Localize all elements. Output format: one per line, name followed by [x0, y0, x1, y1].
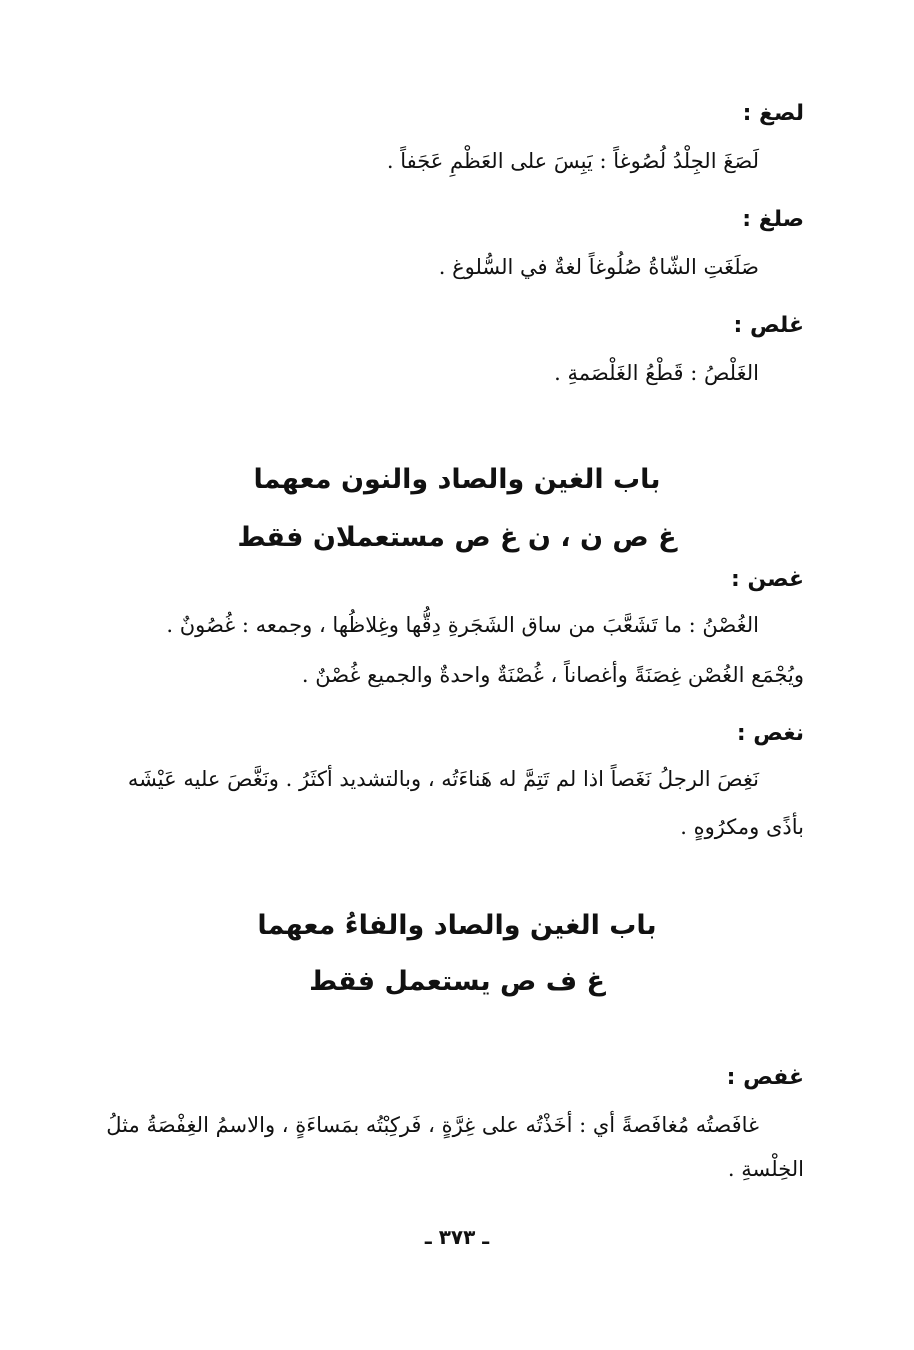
chapter-subtitle: غ ص ن ، ن غ ص مستعملان فقط	[237, 522, 677, 553]
entry-line: غافَصتُه مُغافَصةً أي : أخَذْتُه على غِرَّةٍ ، فَركِبْتُه بمَساءَةٍ ، والاسمُ الغِفْصَةُ مثلُ	[106, 1113, 759, 1137]
entry-line: الخِلْسةِ .	[727, 1157, 804, 1181]
entry-line: لَصَغَ الجِلْدُ لُصُوغاً : يَبِسَ على العَظْمِ عَجَفاً .	[386, 149, 759, 173]
entry-line: نَغِصَ الرجلُ نَغَصاً اذا لم تَتِمَّ له هَناءَتُه ، وبالتشديد أكثَرُ . ونَغَّصَ عليه عَيْشَه	[127, 767, 759, 791]
entry-head-ghfs: غفص :	[726, 1065, 804, 1090]
entry-head-nghs: نغص :	[736, 721, 804, 746]
entry-head-ghls: غلص :	[733, 313, 804, 338]
entry-line: ويُجْمَع الغُصْن غِصَنَةً وأغصاناً ، غُصْنَةٌ واحدةٌ والجميع غُصْنٌ .	[301, 663, 804, 687]
entry-head-slgh: صلغ :	[742, 207, 804, 232]
entry-head-lsgh: لصغ :	[742, 101, 804, 126]
chapter-title: باب الغين والصاد والنون معهما	[253, 464, 661, 495]
entry-line: صَلَغَتِ الشّاةُ صُلُوغاً لغةٌ في السُّلوغ .	[438, 255, 759, 279]
entry-line: بأذًى ومكرُوهٍ .	[680, 815, 804, 839]
entry-line: الغَلْصُ : قَطْعُ الغَلْصَمةِ .	[554, 361, 759, 385]
chapter-title: باب الغين والصاد والفاءُ معهما	[257, 910, 657, 941]
entry-line: الغُصْنُ : ما تَشَعَّبَ من ساق الشَجَرةِ دِقُّها وغِلاظُها ، وجمعه : غُصُونٌ .	[166, 613, 759, 637]
entry-head-ghsn: غصن :	[731, 567, 804, 592]
chapter-subtitle: غ ف ص يستعمل فقط	[309, 966, 605, 997]
page-number: ـ ٣٧٣ ـ	[424, 1225, 490, 1249]
